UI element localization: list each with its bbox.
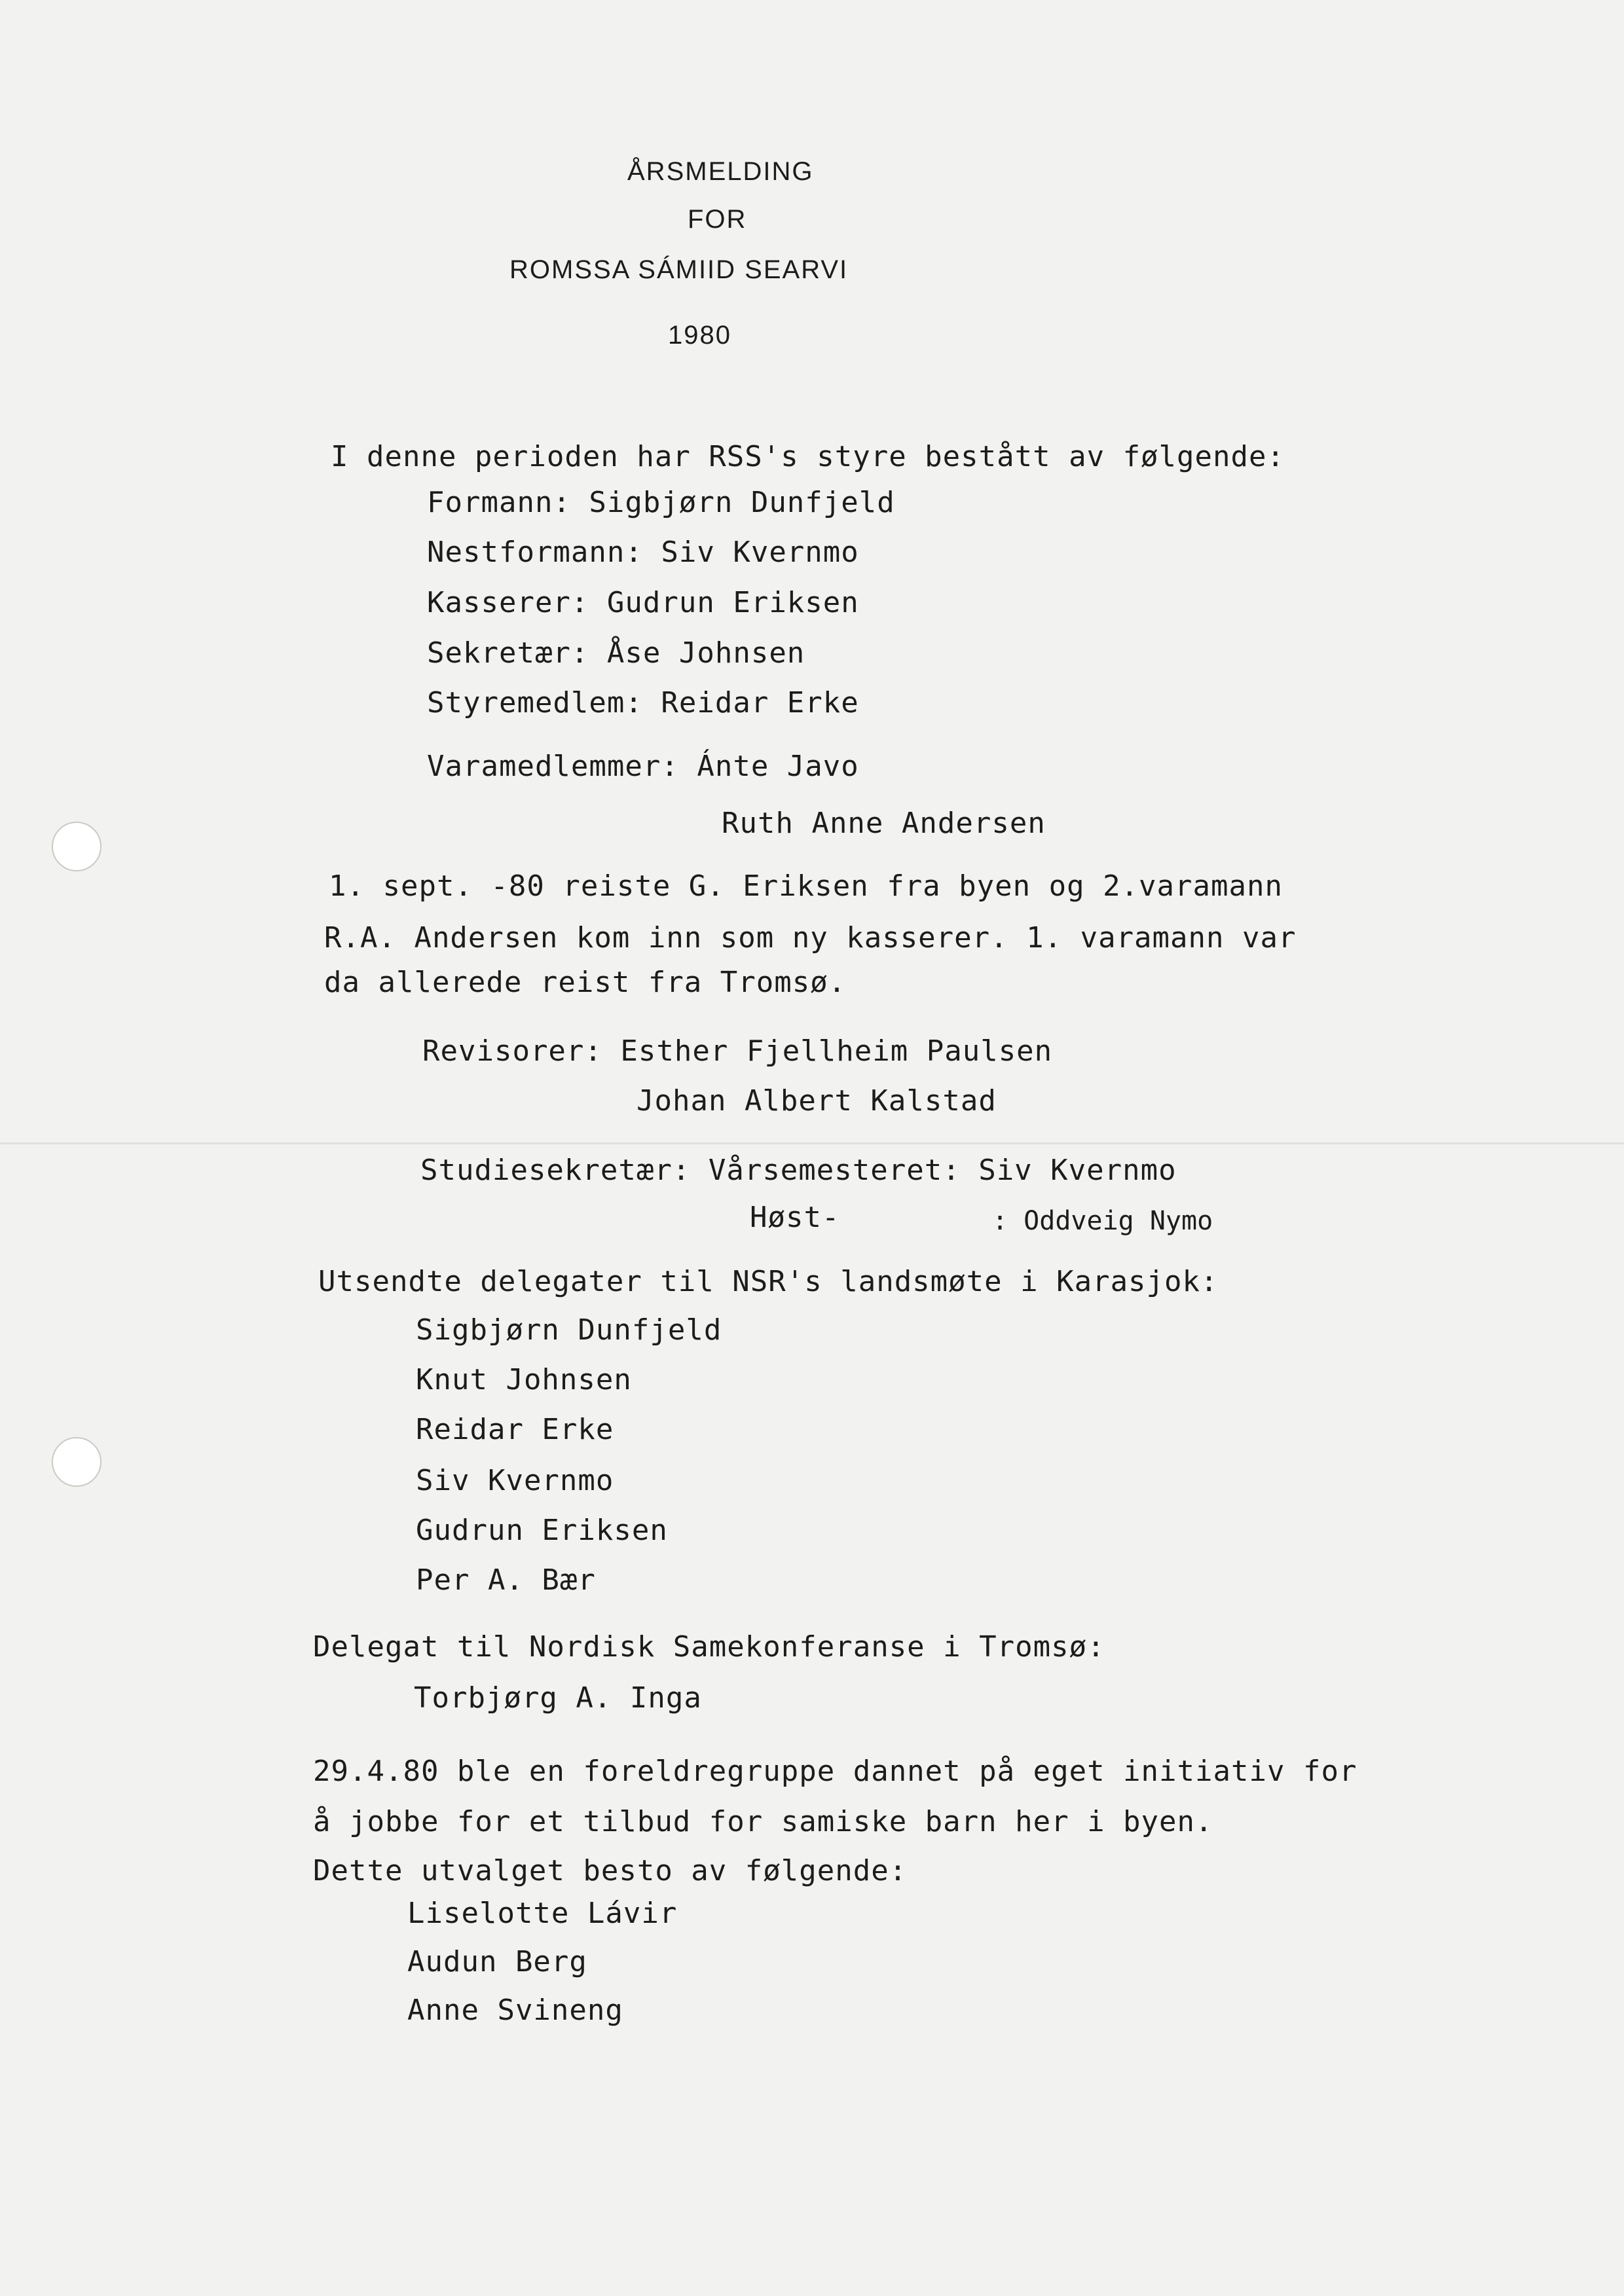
punch-hole-top — [52, 822, 101, 871]
fold-line — [0, 1142, 1624, 1144]
board-secretary: Sekretær: Åse Johnsen — [427, 636, 805, 670]
board-deputy-2: Ruth Anne Andersen — [722, 807, 1046, 840]
board-deputies: Varamedlemmer: Ánte Javo — [427, 750, 859, 783]
document-year: 1980 — [668, 321, 731, 350]
delegates-intro: Utsendte delegater til NSR's landsmøte i Karasjok: — [318, 1265, 1219, 1298]
parents-member-1: Liselotte Lávir — [407, 1897, 678, 1930]
parents-group-line-2: å jobbe for et tilbud for samiske barn her i byen. — [313, 1805, 1213, 1838]
board-member: Styremedlem: Reidar Erke — [427, 686, 859, 720]
study-secretary-autumn-label: Høst- — [750, 1201, 840, 1234]
delegate-2: Knut Johnsen — [416, 1363, 632, 1396]
parents-member-2: Audun Berg — [407, 1945, 587, 1978]
delegate-6: Per A. Bær — [416, 1563, 596, 1597]
change-note-line-3: da allerede reist fra Tromsø. — [324, 966, 847, 999]
punch-hole-bottom — [52, 1437, 101, 1487]
board-intro: I denne perioden har RSS's styre bestått av følgende: — [331, 440, 1285, 473]
board-treasurer: Kasserer: Gudrun Eriksen — [427, 586, 859, 619]
study-secretary-autumn-value: : Oddveig Nymo — [992, 1206, 1213, 1236]
show-through-text — [1283, 190, 1302, 223]
change-note-line-2: R.A. Andersen kom inn som ny kasserer. 1. varamann var — [324, 921, 1297, 955]
delegate-3: Reidar Erke — [416, 1413, 614, 1446]
auditor-second: Johan Albert Kalstad — [637, 1084, 997, 1118]
parents-member-3: Anne Svineng — [407, 1994, 623, 2027]
parents-group-line-1: 29.4.80 ble en foreldregruppe dannet på eget initiativ for — [313, 1755, 1357, 1788]
study-secretary: Studiesekretær: Vårsemesteret: Siv Kvernmo — [420, 1154, 1177, 1187]
board-chair: Formann: Sigbjørn Dunfjeld — [427, 486, 895, 519]
delegate-5: Gudrun Eriksen — [416, 1514, 668, 1547]
parents-group-line-3: Dette utvalget besto av følgende: — [313, 1854, 908, 1887]
nordic-conference-delegate: Torbjørg A. Inga — [414, 1681, 702, 1715]
document-title: ÅRSMELDING — [627, 157, 814, 186]
change-note-line-1: 1. sept. -80 reiste G. Eriksen fra byen og 2.varamann — [329, 869, 1283, 903]
delegate-1: Sigbjørn Dunfjeld — [416, 1313, 722, 1347]
organization-name: ROMSSA SÁMIID SEARVI — [509, 255, 849, 284]
nordic-conference-intro: Delegat til Nordisk Samekonferanse i Tromsø: — [313, 1630, 1105, 1664]
auditors: Revisorer: Esther Fjellheim Paulsen — [422, 1034, 1053, 1068]
delegate-4: Siv Kvernmo — [416, 1464, 614, 1497]
document-title-for: FOR — [688, 205, 747, 234]
board-vice-chair: Nestformann: Siv Kvernmo — [427, 536, 859, 569]
